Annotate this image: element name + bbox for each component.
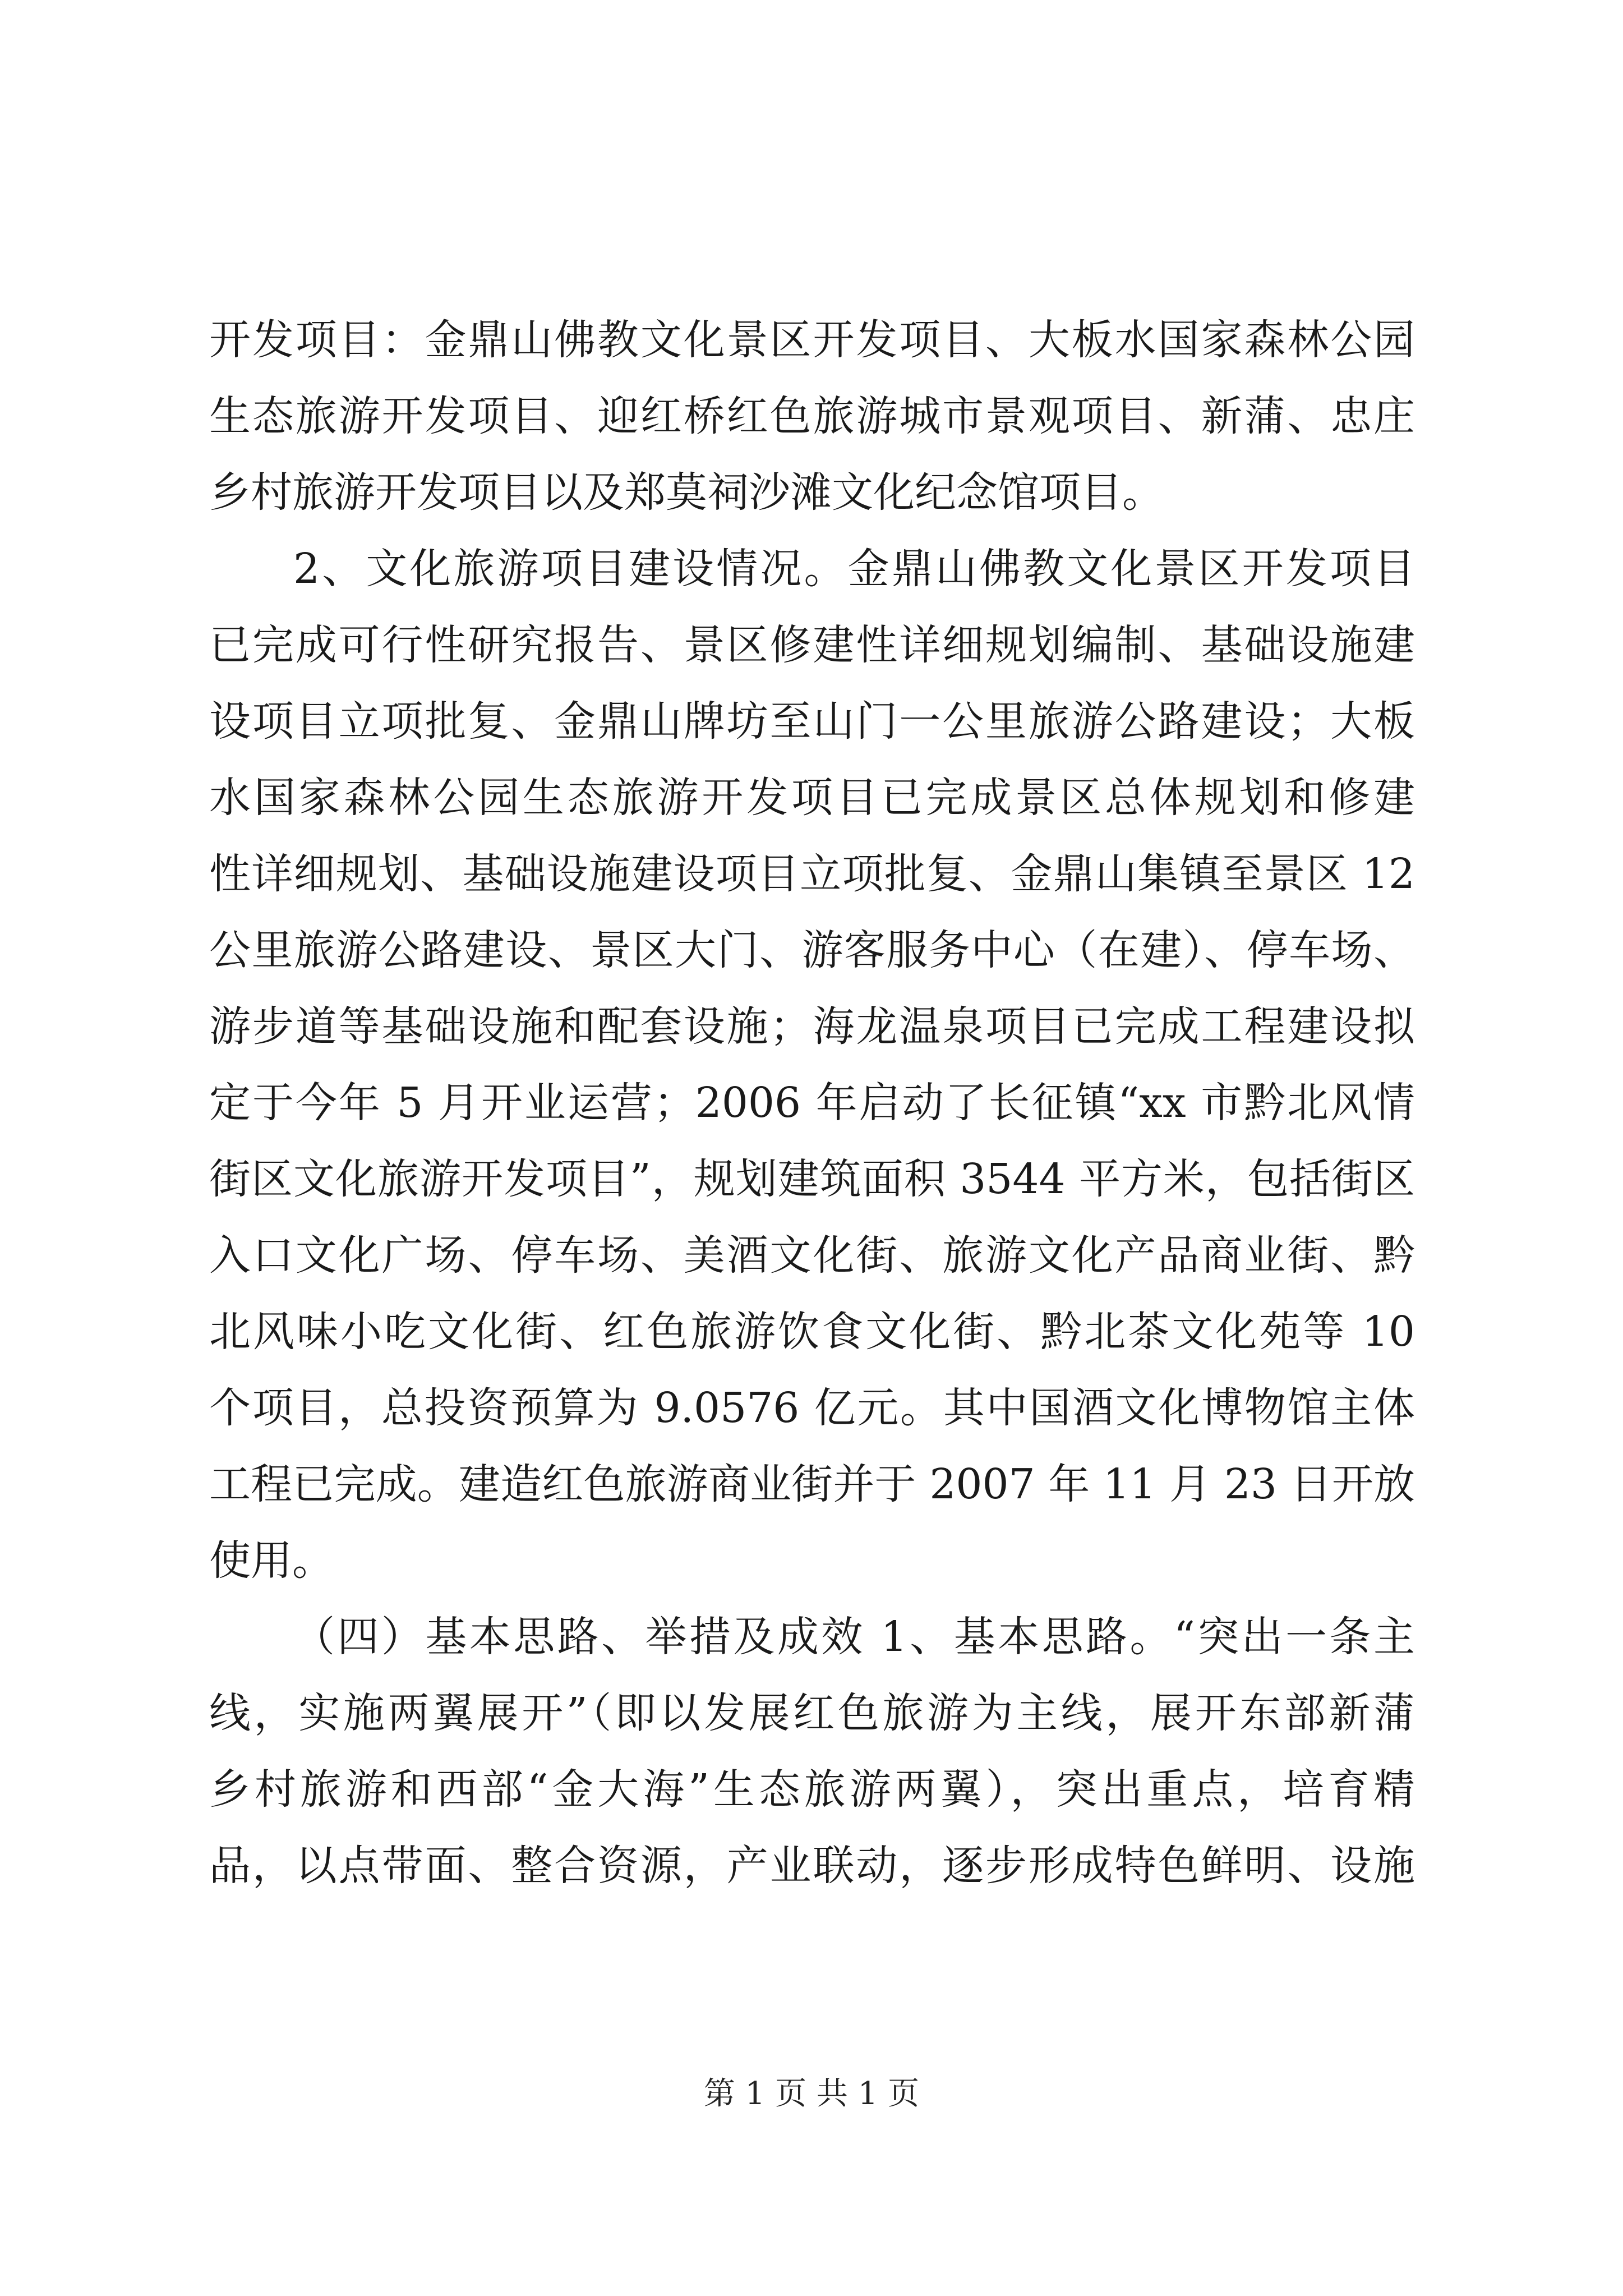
- body-text-line: 使用。: [209, 1536, 334, 1585]
- body-text-line: 游步道等基础设施和配套设施；海龙温泉项目已完成工程建设拟: [209, 1002, 1415, 1051]
- body-text-line: 乡村旅游和西部“金大海”生态旅游两翼），突出重点，培育精: [209, 1765, 1415, 1814]
- body-text-line: 性详细规划、基础设施建设项目立项批复、金鼎山集镇至景区 12: [209, 850, 1415, 898]
- body-text-line: 生态旅游开发项目、迎红桥红色旅游城市景观项目、新蒲、忠庄: [209, 392, 1415, 440]
- body-text-line: 公里旅游公路建设、景区大门、游客服务中心（在建）、停车场、: [209, 926, 1415, 974]
- body-text-line: 工程已完成。建造红色旅游商业街并于 2007 年 11 月 23 日开放: [209, 1460, 1415, 1508]
- paragraph-first-line: 2、文化旅游项目建设情况。金鼎山佛教文化景区开发项目: [293, 545, 1415, 593]
- body-text-line: 北风味小吃文化街、红色旅游饮食文化街、黔北茶文化苑等 10: [209, 1308, 1415, 1356]
- paragraph-first-line: （四）基本思路、举措及成效 1、基本思路。“突出一条主: [293, 1613, 1415, 1661]
- body-text-line: 开发项目：金鼎山佛教文化景区开发项目、大板水国家森林公园: [209, 316, 1415, 364]
- body-text-line: 街区文化旅游开发项目”，规划建筑面积 3544 平方米，包括街区: [209, 1155, 1415, 1203]
- page-number-footer: 第 1 页 共 1 页: [703, 2076, 920, 2112]
- body-text-line: 线，实施两翼展开”（即以发展红色旅游为主线，展开东部新蒲: [209, 1689, 1415, 1737]
- body-text-line: 设项目立项批复、金鼎山牌坊至山门一公里旅游公路建设；大板: [209, 697, 1415, 746]
- body-text-line: 已完成可行性研究报告、景区修建性详细规划编制、基础设施建: [209, 621, 1415, 669]
- body-text-line: 定于今年 5 月开业运营；2006 年启动了长征镇“xx 市黔北风情: [209, 1079, 1415, 1127]
- body-text-line: 乡村旅游开发项目以及郑莫祠沙滩文化纪念馆项目。: [209, 468, 1164, 517]
- body-text-line: 入口文化广场、停车场、美酒文化街、旅游文化产品商业街、黔: [209, 1231, 1415, 1280]
- body-text-line: 个项目，总投资预算为 9.0576 亿元。其中国酒文化博物馆主体: [209, 1384, 1415, 1432]
- body-text-line: 水国家森林公园生态旅游开发项目已完成景区总体规划和修建: [209, 774, 1415, 822]
- body-text-line: 品，以点带面、整合资源，产业联动，逐步形成特色鲜明、设施: [209, 1842, 1415, 1890]
